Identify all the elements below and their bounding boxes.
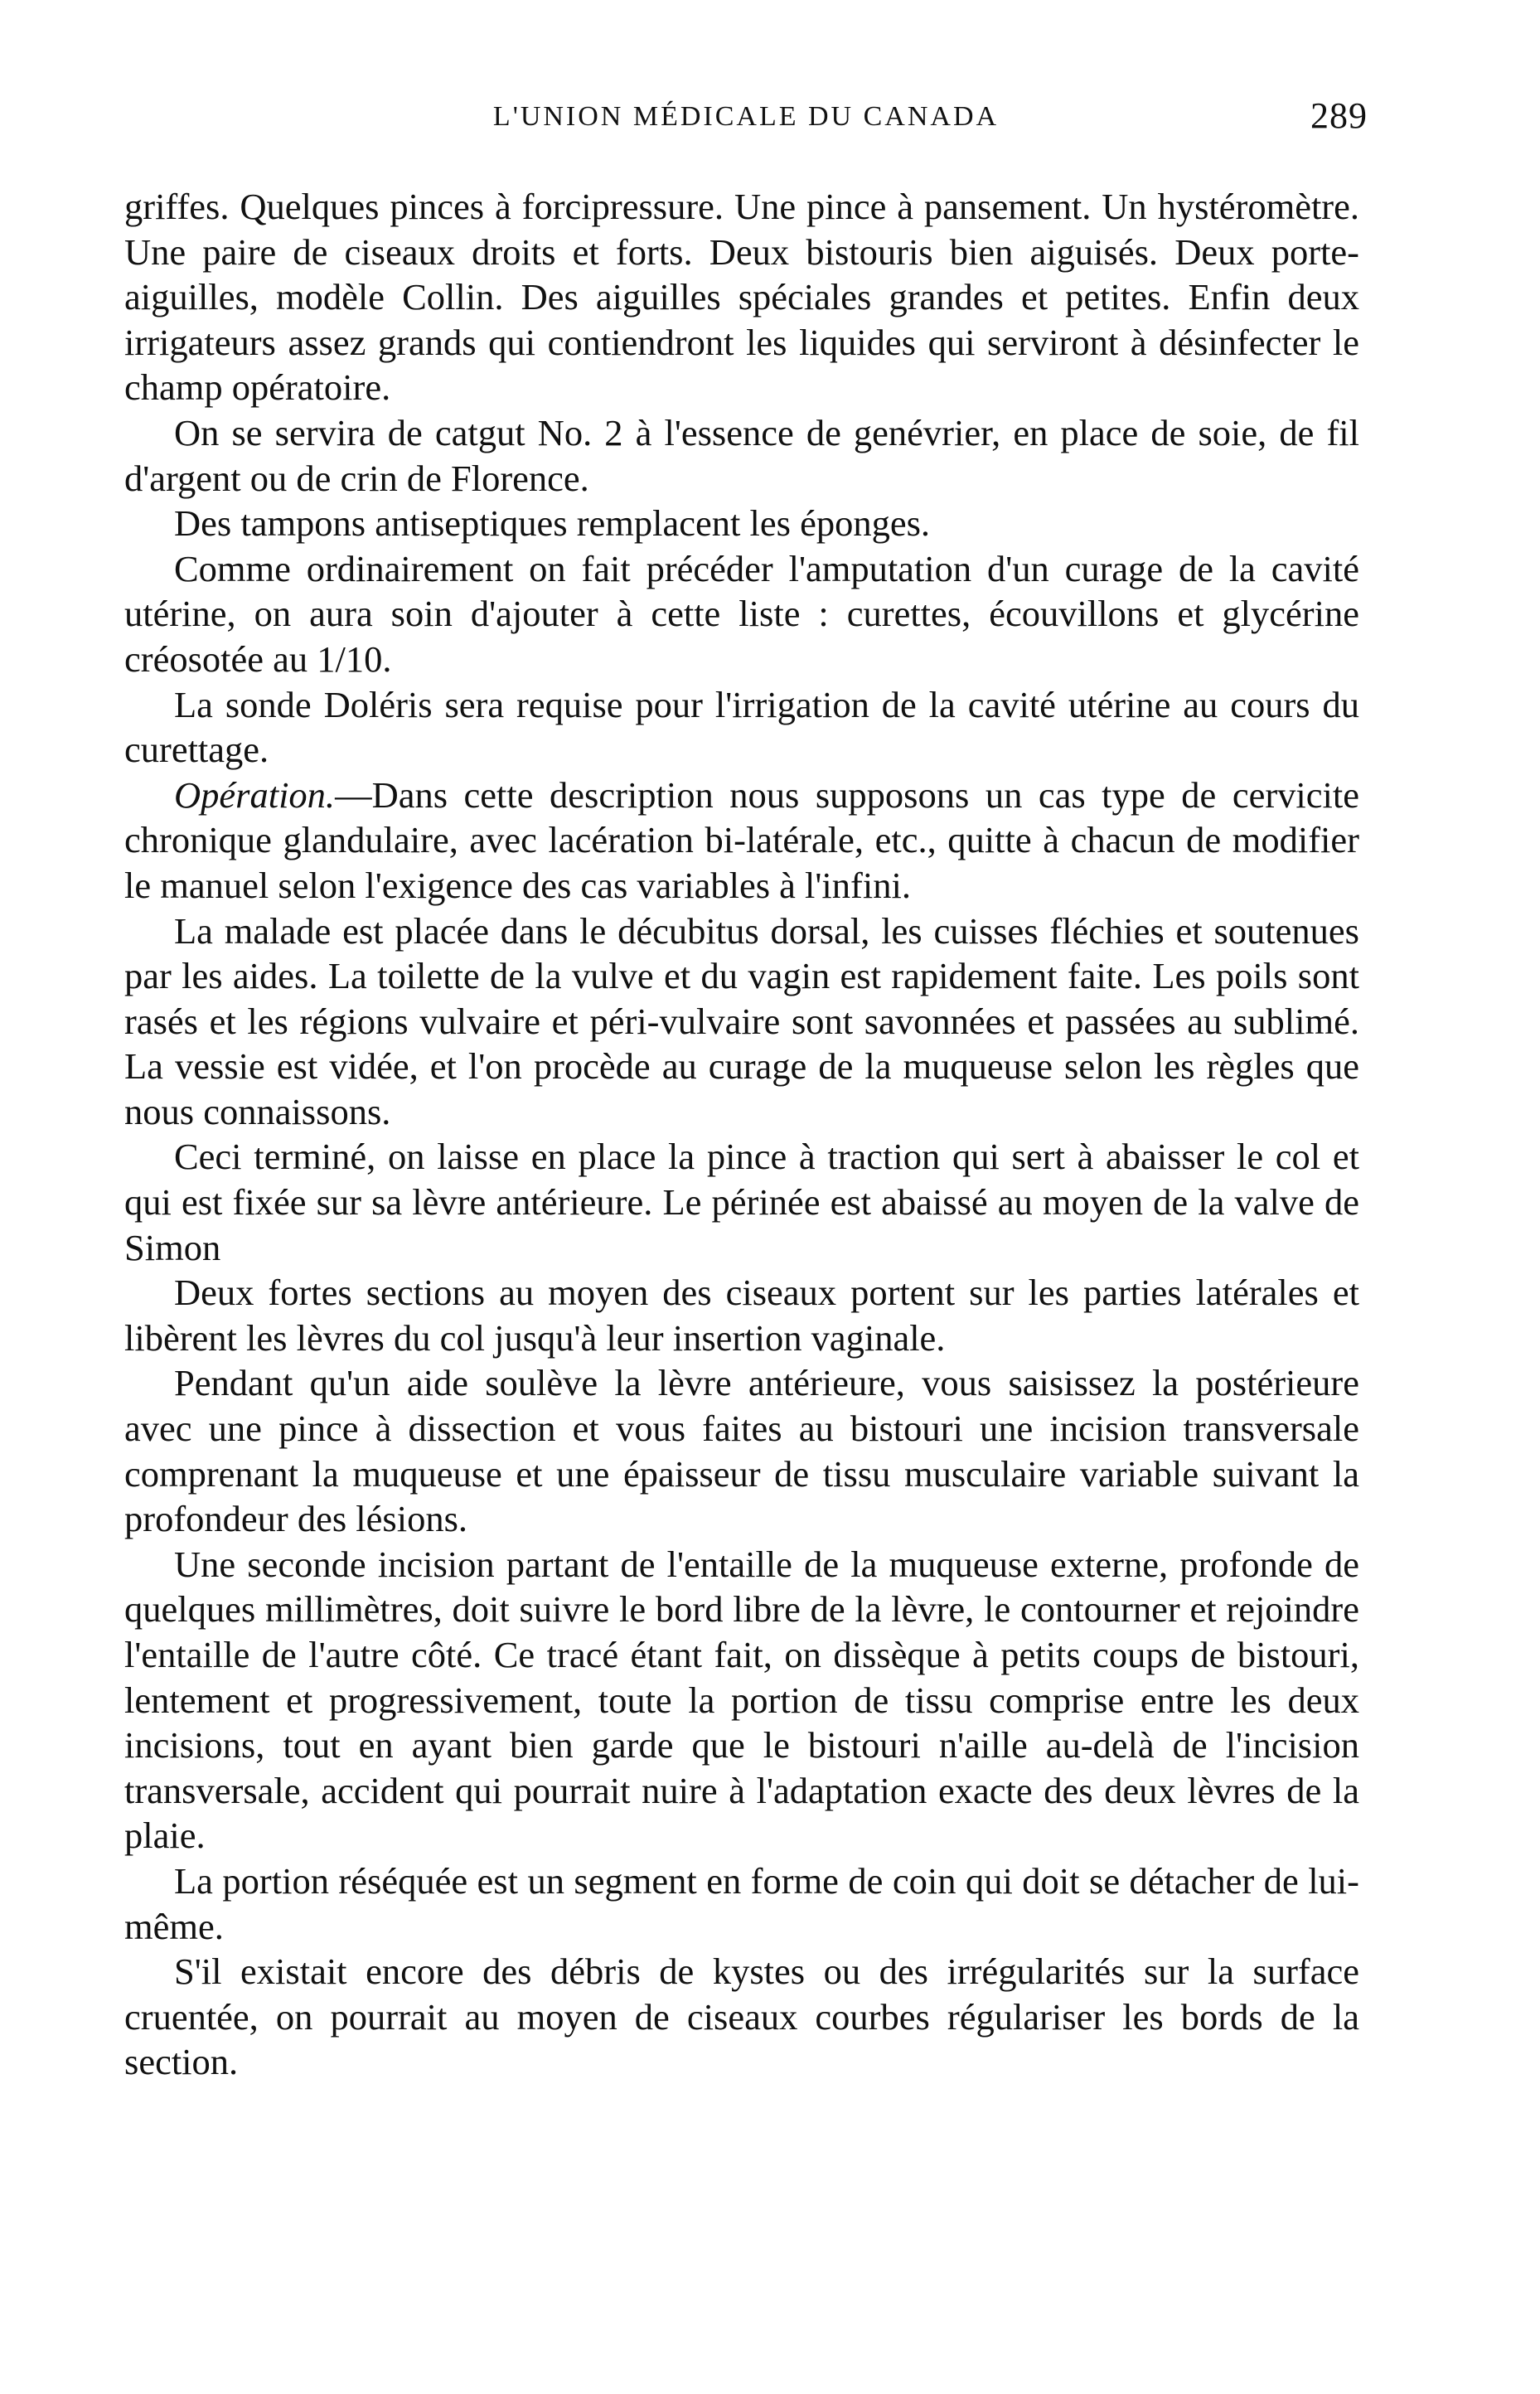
paragraph-catgut: On se servira de catgut No. 2 à l'essence de genévrier, en place de soie, de fil d'argent ou de crin de Florence. — [124, 411, 1359, 499]
paragraph-seconde-incision: Une seconde incision partant de l'entaille de la muqueuse externe, profonde de quelques millimètres, doit suivre le bord libre de la lèvre, le contourner et rejoindre l'entaille de l'autre côté. Ce tracé étant fait, on dissèque à petits coups de bistouri, lentement et progressivement, toute la portion de tissu comprise entre les deux incisions, tout en ayant bien garde que le bistouri n'aille au-delà de l'incision transversale, accident qui pourrait nuire à l'adaptation exacte des deux lèvres de la plaie. — [124, 1543, 1359, 1857]
journal-title: L'UNION MÉDICALE DU CANADA — [492, 101, 1000, 132]
paragraph-malade: La malade est placée dans le décubitus dorsal, les cuisses fléchies et soutenues par les aides. La toilette de la vulve et du vagin est rapidement faite. Les poils sont rasés et les régions vulvaire et péri-vulvaire sont savonnées et passées au sublimé. La vessie est vidée, et l'on procède au curage de la muqueuse selon les règles que nous connaissons. — [124, 909, 1359, 1132]
paragraph-instruments: griffes. Quelques pinces à forcipressure. Une pince à pansement. Un hystéromètre. Une paire de ciseaux droits et forts. Deux bistouris bien aiguisés. Deux porte-aiguilles, modèle Collin. Des aiguilles spéciales grandes et petites. Enfin deux irrigateurs assez grands qui contiendront les liquides qui serviront à désinfecter le champ opératoire. — [124, 186, 1359, 409]
article-body — [124, 184, 1359, 2085]
operation-text: Dans cette description nous supposons un cas type de cervicite chronique glandulaire, avec lacération bi-latérale, etc., quitte à chacun de modifier le manuel selon l'exigence des cas variables à l'infini. — [124, 773, 1359, 906]
paragraph-operation: Opération.—Dans cette description nous supposons un cas type de cervicite chronique glandulaire, avec lacération bi-latérale, etc., quitte à chacun de modifier le manuel selon l'exigence des cas variables à l'infini. — [124, 773, 1359, 906]
paragraph-curage: Comme ordinairement on fait précéder l'amputation d'un curage de la cavité utérine, on aura soin d'ajouter à cette liste : curettes, écouvillons et glycérine créosotée au 1/10. — [124, 547, 1359, 680]
operation-heading: Opération. — [174, 773, 336, 816]
paragraph-sections: Deux fortes sections au moyen des ciseaux portent sur les parties latérales et libèrent les lèvres du col jusqu'à leur insertion vaginale. — [124, 1272, 1359, 1359]
running-header — [124, 93, 1368, 143]
paragraph-portion-resequee: La portion réséquée est un segment en forme de coin qui doit se détacher de lui-même. — [124, 1859, 1359, 1947]
paragraph-sonde: La sonde Doléris sera requise pour l'irrigation de la cavité utérine au cours du curettage. — [124, 683, 1359, 771]
paragraph-tampons: Des tampons antiseptiques remplacent les éponges. — [174, 502, 931, 545]
paragraph-debris: S'il existait encore des débris de kystes ou des irrégularités sur la surface cruentée, on pourrait au moyen de ciseaux courbes régulariser les bords de la section. — [124, 1951, 1359, 2083]
paragraph-ceci-termine: Ceci terminé, on laisse en place la pince à traction qui sert à abaisser le col et qui est fixée sur sa lèvre antérieure. Le périnée est abaissé au moyen de la valve de Simon — [124, 1136, 1359, 1268]
paragraph-pendant: Pendant qu'un aide soulève la lèvre antérieure, vous saisissez la postérieure avec une pince à dissection et vous faites au bistouri une incision transversale comprenant la muqueuse et une épaisseur de tissu musculaire variable suivant la profondeur des lésions. — [124, 1362, 1359, 1540]
page-number: 289 — [1310, 95, 1368, 136]
